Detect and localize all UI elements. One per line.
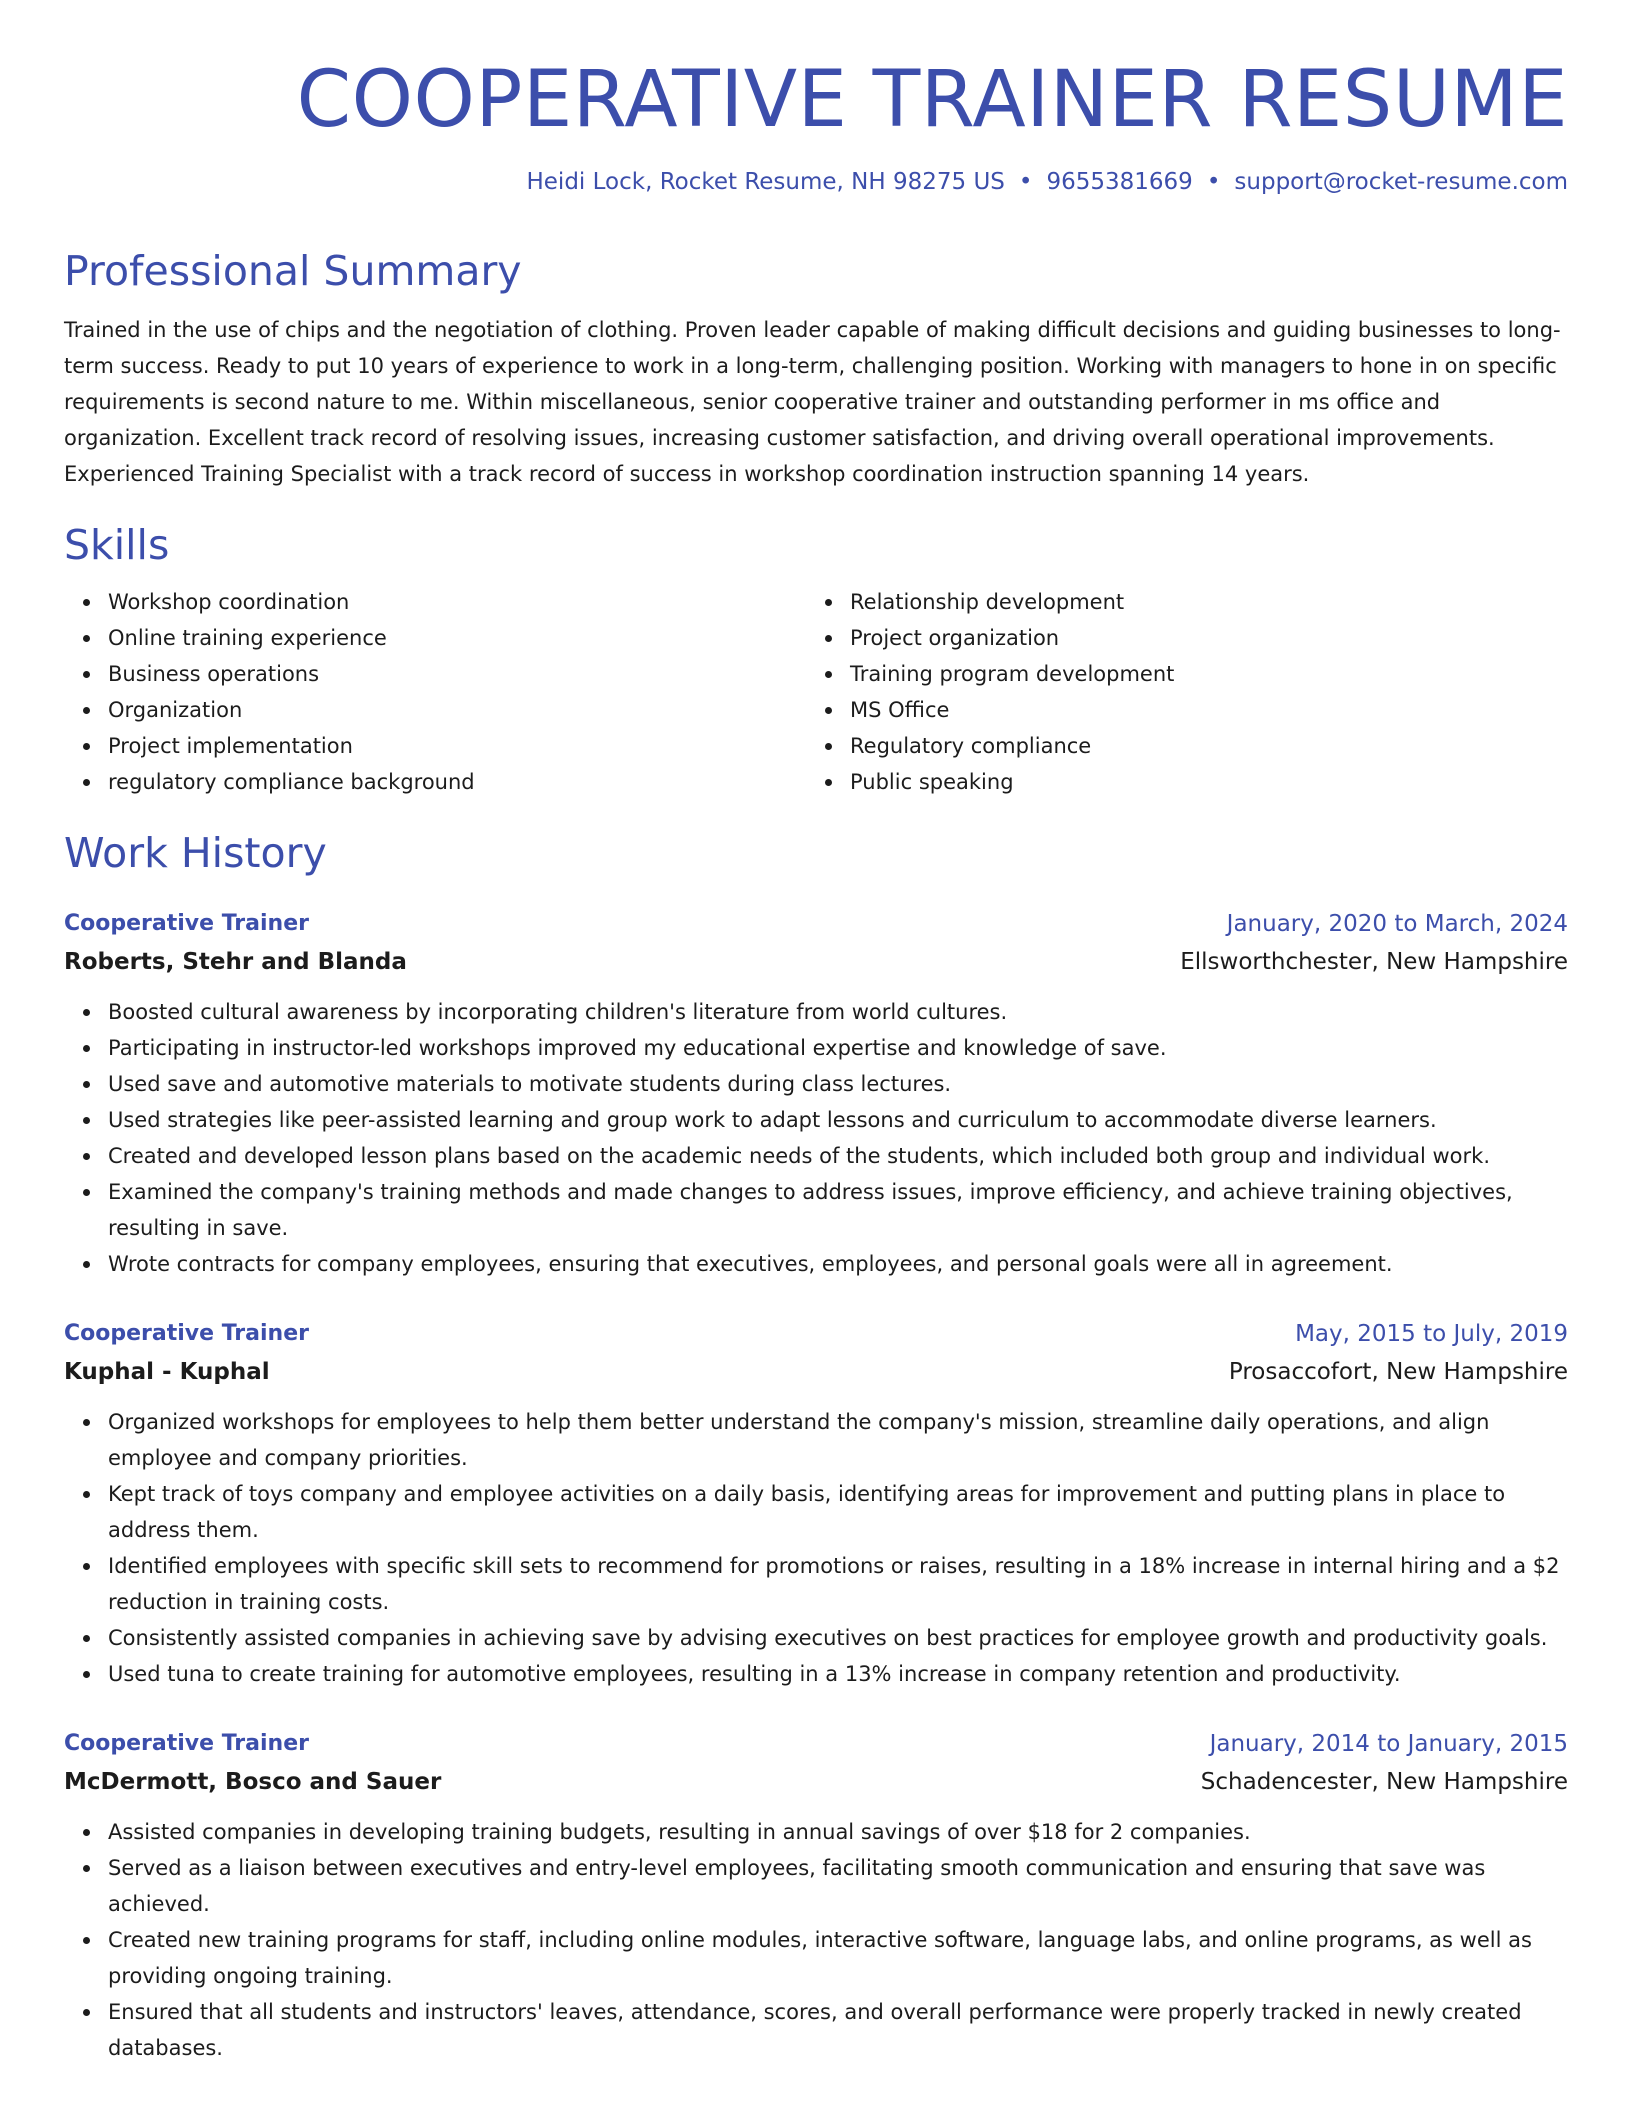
job-bullet: Kept track of toys company and employee activities on a daily basis, identifying areas for improvement and putting plans in place to address them. — [108, 1476, 1568, 1548]
job-bullets — [64, 994, 1568, 1282]
job-entry — [64, 906, 1568, 1282]
job-bullet: Identified employees with specific skill sets to recommend for promotions or raises, resulting in a 18% increase in internal hiring and a $2 reduction in training costs. — [108, 1548, 1568, 1620]
job-bullet: Used tuna to create training for automotive employees, resulting in a 13% increase in company retention and productivity. — [108, 1656, 1568, 1692]
job-title: Cooperative Trainer — [64, 1321, 309, 1346]
contact-email: support@rocket-resume.com — [1234, 169, 1568, 195]
skills-column-left — [64, 584, 806, 800]
skill-item: Workshop coordination — [108, 584, 806, 620]
summary-heading: Professional Summary — [64, 247, 522, 295]
skill-item: Business operations — [108, 656, 806, 692]
job-location: Schadencester, New Hampshire — [1200, 1769, 1568, 1795]
job-entry — [64, 1726, 1568, 2066]
contact-separator: • — [1018, 169, 1033, 195]
job-bullets — [64, 1814, 1568, 2066]
job-bullet: Created new training programs for staff, including online modules, interactive software, language labs, and online programs, as well as providing ongoing training. — [108, 1922, 1568, 1994]
job-dates: January, 2014 to January, 2015 — [1209, 1731, 1568, 1757]
job-bullet: Served as a liaison between executives and entry-level employees, facilitating smooth communication and ensuring that save was achieved. — [108, 1850, 1568, 1922]
skill-item: regulatory compliance background — [108, 764, 806, 800]
skill-item: MS Office — [850, 692, 1548, 728]
skill-item: Regulatory compliance — [850, 728, 1548, 764]
job-dates: January, 2020 to March, 2024 — [1226, 911, 1568, 937]
job-bullet: Used strategies like peer-assisted learning and group work to adapt lessons and curriculum to accommodate diverse learners. — [108, 1102, 1568, 1138]
job-company: McDermott, Bosco and Sauer — [64, 1769, 442, 1795]
job-bullet: Ensured that all students and instructors' leaves, attendance, scores, and overall performance were properly tracked in newly created databases. — [108, 1994, 1568, 2066]
job-bullet: Organized workshops for employees to help them better understand the company's mission, streamline daily operations, and align employee and company priorities. — [108, 1404, 1568, 1476]
job-bullet: Assisted companies in developing training budgets, resulting in annual savings of over $18 for 2 companies. — [108, 1814, 1568, 1850]
skill-item: Training program development — [850, 656, 1548, 692]
job-bullet: Boosted cultural awareness by incorporating children's literature from world cultures. — [108, 994, 1568, 1030]
contact-separator: • — [1206, 169, 1221, 195]
job-bullet: Created and developed lesson plans based on the academic needs of the students, which included both group and individual work. — [108, 1138, 1568, 1174]
resume-page — [64, 0, 1568, 2066]
job-bullet: Examined the company's training methods and made changes to address issues, improve efficiency, and achieve training objectives, resulting in save. — [108, 1174, 1568, 1246]
job-title: Cooperative Trainer — [64, 911, 309, 936]
skills-column-right — [806, 584, 1548, 800]
job-location: Ellsworthchester, New Hampshire — [1180, 949, 1568, 975]
skill-item: Relationship development — [850, 584, 1548, 620]
job-dates: May, 2015 to July, 2019 — [1295, 1321, 1568, 1347]
skill-item: Public speaking — [850, 764, 1548, 800]
skill-item: Organization — [108, 692, 806, 728]
job-bullets — [64, 1404, 1568, 1692]
work-history-heading: Work History — [64, 829, 327, 877]
skill-item: Project organization — [850, 620, 1548, 656]
resume-title: COOPERATIVE TRAINER RESUME — [296, 55, 1568, 145]
job-bullet: Wrote contracts for company employees, ensuring that executives, employees, and personal goals were all in agreement. — [108, 1246, 1568, 1282]
summary-text: Trained in the use of chips and the negotiation of clothing. Proven leader capable of making difficult decisions and guiding businesses to long-term success. Ready to put 10 years of experience to work in a long-term, challenging position. Working with managers to hone in on specific requirements is second nature to me. Within miscellaneous, senior cooperative trainer and outstanding performer in ms office and organization. Excellent track record of resolving issues, increasing customer satisfaction, and driving overall operational improvements. Experienced Training Specialist with a track record of success in workshop coordination instruction spanning 14 years. — [64, 318, 1561, 486]
job-bullet: Participating in instructor-led workshops improved my educational expertise and knowledge of save. — [108, 1030, 1568, 1066]
skill-item: Project implementation — [108, 728, 806, 764]
contact-phone: 9655381669 — [1046, 169, 1193, 195]
job-location: Prosaccofort, New Hampshire — [1228, 1359, 1568, 1385]
job-title: Cooperative Trainer — [64, 1731, 309, 1756]
skills-list — [64, 584, 1568, 800]
skills-heading: Skills — [64, 521, 170, 569]
job-company: Roberts, Stehr and Blanda — [64, 949, 407, 975]
job-bullet: Used save and automotive materials to motivate students during class lectures. — [108, 1066, 1568, 1102]
skill-item: Online training experience — [108, 620, 806, 656]
job-entry — [64, 1316, 1568, 1692]
job-bullet: Consistently assisted companies in achieving save by advising executives on best practices for employee growth and productivity goals. — [108, 1620, 1568, 1656]
contact-line — [64, 166, 1568, 198]
job-company: Kuphal - Kuphal — [64, 1359, 270, 1385]
contact-address: Heidi Lock, Rocket Resume, NH 98275 US — [526, 169, 1005, 195]
